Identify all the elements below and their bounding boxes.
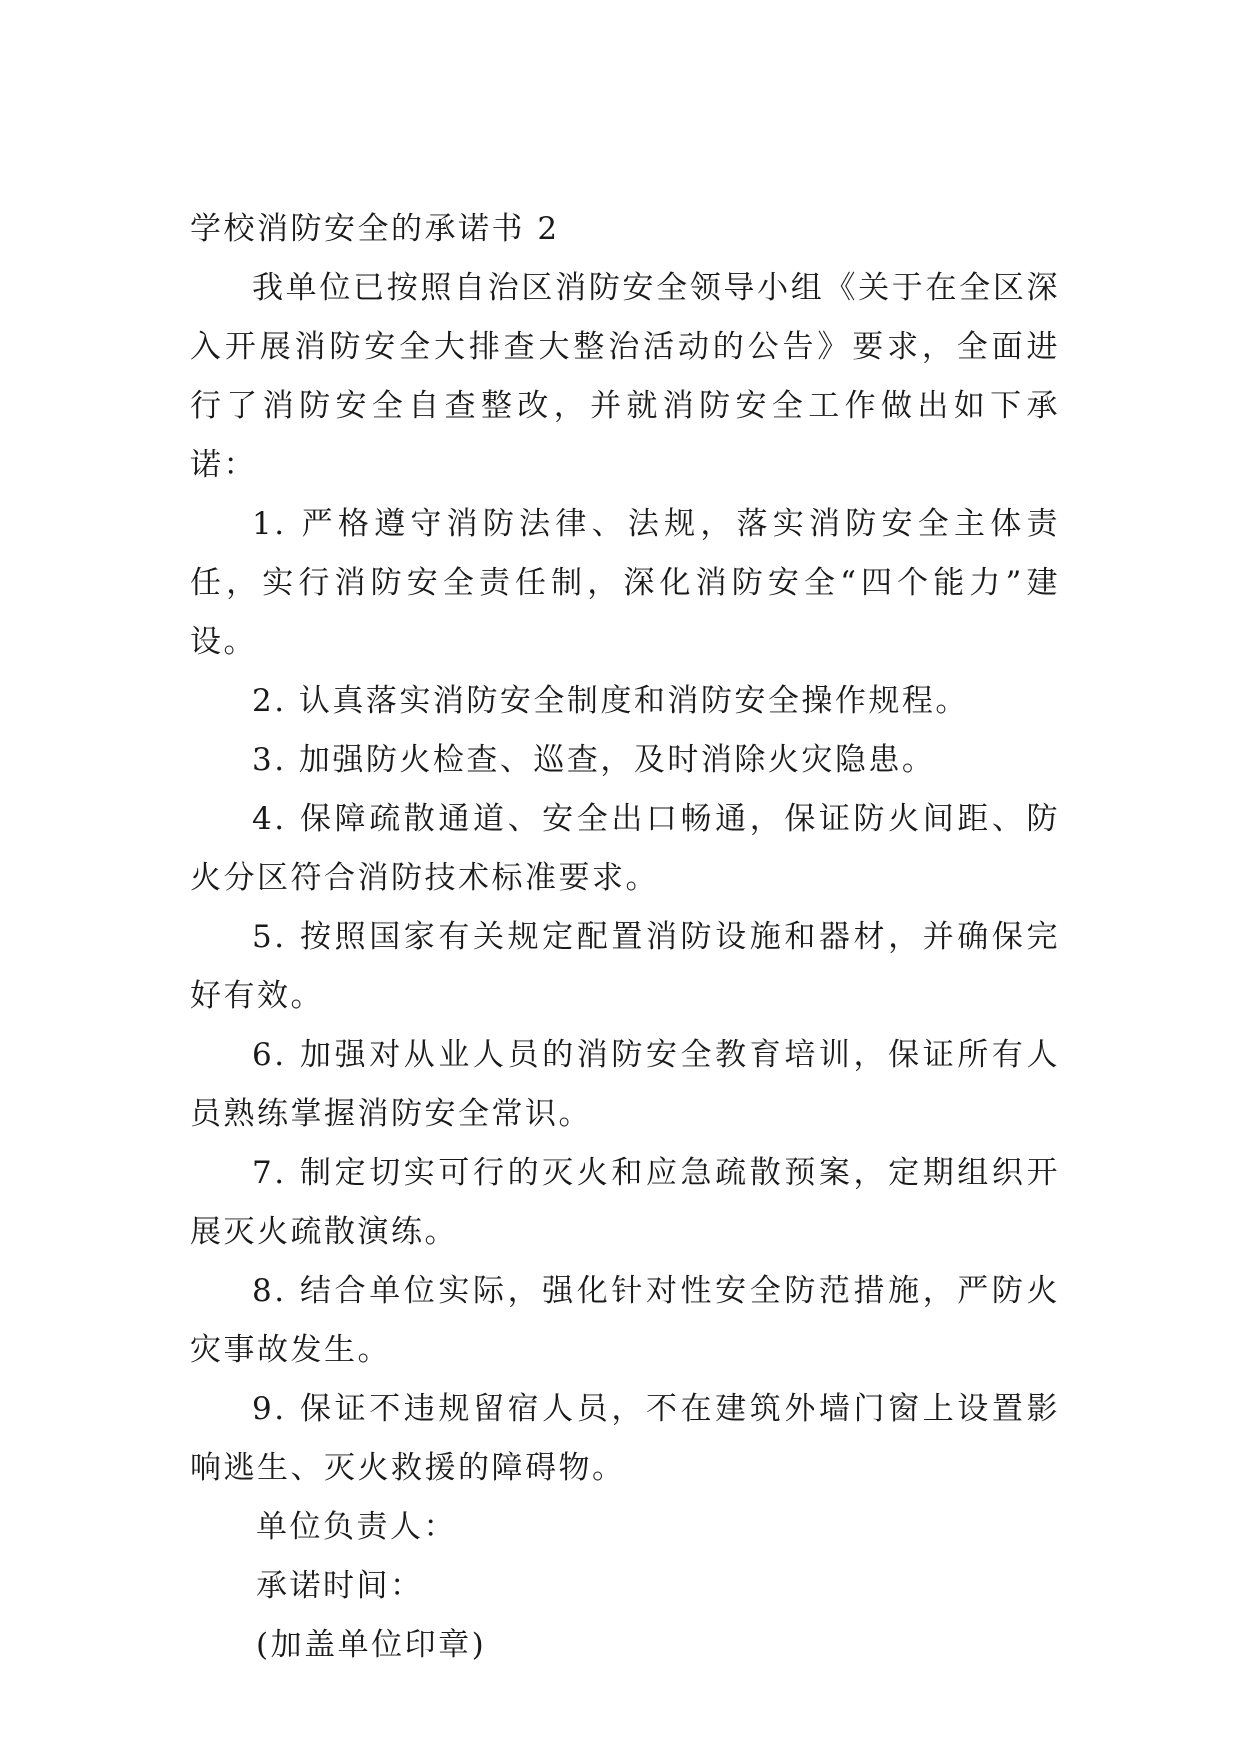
commitment-item-7: 7. 制定切实可行的灭火和应急疏散预案，定期组织开展灭火疏散演练。 — [190, 1155, 1060, 1250]
commitment-time-label: 承诺时间： — [256, 1568, 424, 1604]
responsible-person-label: 单位负责人： — [256, 1509, 457, 1545]
seal-note: (加盖单位印章) — [256, 1627, 487, 1663]
intro-paragraph: 我单位已按照自治区消防安全领导小组《关于在全区深入开展消防安全大排查大整治活动的公告》要求，全面进行了消防安全自查整改，并就消防安全工作做出如下承诺： — [190, 270, 1060, 483]
commitment-item-2: 2. 认真落实消防安全制度和消防安全操作规程。 — [252, 683, 969, 719]
commitment-item-8: 8. 结合单位实际，强化针对性安全防范措施，严防火灾事故发生。 — [190, 1273, 1060, 1368]
commitment-item-3: 3. 加强防火检查、巡查，及时消除火灾隐患。 — [252, 742, 936, 778]
commitment-item-9: 9. 保证不违规留宿人员，不在建筑外墙门窗上设置影响逃生、灭火救援的障碍物。 — [190, 1391, 1060, 1486]
commitment-item-4: 4. 保障疏散通道、安全出口畅通，保证防火间距、防火分区符合消防技术标准要求。 — [190, 801, 1060, 896]
document-page — [190, 200, 1060, 1675]
document-title: 学校消防安全的承诺书 2 — [190, 211, 560, 247]
commitment-item-1: 1. 严格遵守消防法律、法规，落实消防安全主体责任，实行消防安全责任制，深化消防安全“四个能力”建设。 — [190, 506, 1060, 660]
commitment-item-6: 6. 加强对从业人员的消防安全教育培训，保证所有人员熟练掌握消防安全常识。 — [190, 1037, 1060, 1132]
commitment-item-5: 5. 按照国家有关规定配置消防设施和器材，并确保完好有效。 — [190, 919, 1060, 1014]
